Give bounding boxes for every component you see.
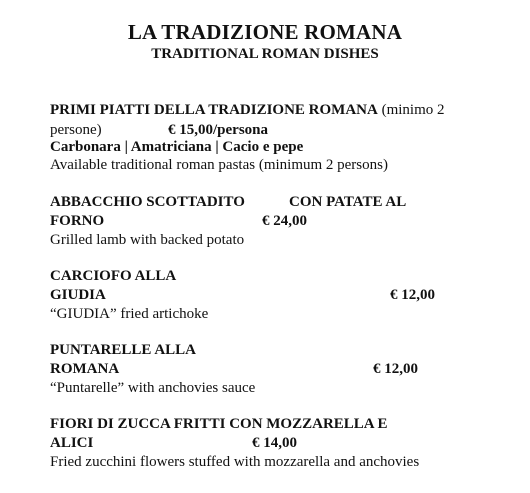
dish-3-description: “GIUDIA” fried artichoke <box>50 306 209 322</box>
dish-2-price: € 24,00 <box>262 213 307 229</box>
dish-4-name-line1: PUNTARELLE ALLA <box>50 342 197 358</box>
dish-2-name-line1-b: CON PATATE AL <box>289 194 407 210</box>
dish-3-name-line1: CARCIOFO ALLA <box>50 268 177 284</box>
dish-4-price: € 12,00 <box>373 361 418 377</box>
dish-3-name-line2: GIUDIA <box>50 287 106 303</box>
menu-subtitle: TRADITIONAL ROMAN DISHES <box>151 46 379 62</box>
dish-2-description: Grilled lamb with backed potato <box>50 232 245 248</box>
dish-5-name-line2: ALICI <box>50 435 94 451</box>
dish-5-description: Fried zucchini flowers stuffed with mozzarella and anchovies <box>50 454 420 470</box>
dish-1-description: Available traditional roman pastas (minimum 2 persons) <box>50 157 388 173</box>
dish-1-note: (minimo 2 <box>377 102 445 118</box>
dish-1-price: € 15,00/persona <box>168 122 269 138</box>
dish-4-description: “Puntarelle” with anchovies sauce <box>50 380 256 396</box>
dish-2-name-line1: ABBACCHIO SCOTTADITO <box>50 194 245 210</box>
dish-1-note-line2: persone) <box>50 122 102 138</box>
dish-1-name: PRIMI PIATTI DELLA TRADIZIONE ROMANA <box>50 102 378 118</box>
dish-1-name-line1 <box>50 101 445 119</box>
dish-2-name-line2: FORNO <box>50 213 105 229</box>
dish-5-name-line1: FIORI DI ZUCCA FRITTI CON MOZZARELLA E <box>50 416 388 432</box>
menu-title: LA TRADIZIONE ROMANA <box>127 20 403 44</box>
dish-3-price: € 12,00 <box>390 287 435 303</box>
dish-5-price: € 14,00 <box>252 435 297 451</box>
dish-1-options: Carbonara | Amatriciana | Cacio e pepe <box>50 139 304 155</box>
dish-4-name-line2: ROMANA <box>50 361 120 377</box>
